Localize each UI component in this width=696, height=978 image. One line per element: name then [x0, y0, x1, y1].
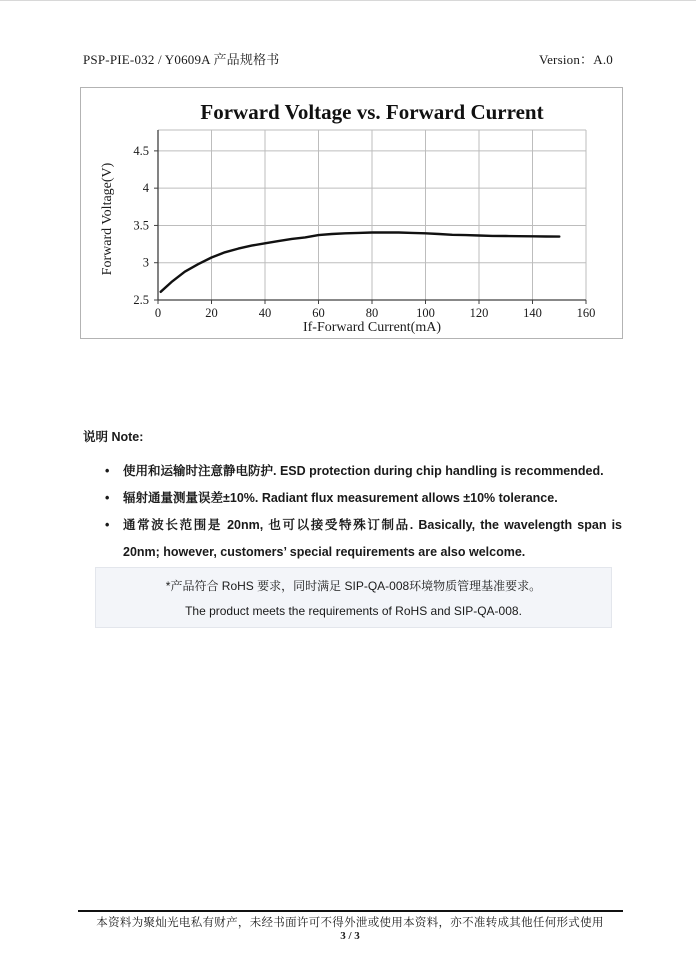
chart-x-axis-label: If-Forward Current(mA) [302, 320, 442, 335]
x-tick-label: 120 [469, 306, 489, 320]
x-tick-label: 40 [258, 306, 272, 320]
note-item [83, 485, 622, 512]
page-header [83, 49, 613, 67]
note-item-text: 使用和运输时注意静电防护. ESD protection during chip handling is recommended. [123, 464, 604, 478]
document-code: PSP-PIE-032 / Y0609A 产品规格书 [83, 52, 280, 67]
bullet-icon [105, 485, 109, 512]
notes-heading: 说明 Note: [83, 430, 144, 444]
x-tick-label: 20 [205, 306, 218, 320]
footer-confidentiality-text: 本资料为聚灿光电私有财产，未经书面许可不得外泄或使用本资料，亦不准转成其他任何形式使用 [96, 917, 604, 929]
rohs-statement-en: The product meets the requirements of RoHS and SIP-QA-008. [185, 603, 522, 618]
notes-list [83, 458, 622, 566]
note-item-text: 辐射通量测量误差±10%. Radiant flux measurement allows ±10% tolerance. [123, 491, 558, 505]
chart-gridlines [158, 130, 586, 300]
x-tick-label: 80 [365, 306, 379, 320]
rohs-statement-cn: *产品符合 RoHS 要求，同时满足 SIP-QA-008环境物质管理基准要求。 [165, 579, 542, 594]
page-number: 3 / 3 [340, 930, 360, 942]
x-tick-label: 140 [523, 306, 542, 320]
note-item [83, 458, 622, 485]
y-tick-label: 2.5 [133, 293, 149, 307]
x-tick-label: 100 [416, 306, 435, 320]
y-tick-label: 4 [142, 181, 149, 196]
note-item [83, 512, 622, 566]
x-tick-label: 160 [576, 306, 596, 320]
chart-svg [81, 88, 622, 338]
chart-y-axis-label: Forward Voltage(V) [100, 162, 115, 276]
y-tick-label: 4.5 [133, 143, 149, 158]
forward-voltage-chart [80, 87, 623, 339]
x-tick-label: 0 [154, 306, 162, 320]
chart-axes [154, 130, 586, 304]
y-tick-label: 3.5 [133, 218, 149, 233]
y-tick-label: 3 [142, 255, 149, 270]
version-label: Version：A.0 [538, 52, 613, 67]
note-item-text: 通常波长范围是 20nm, 也可以接受特殊订制品. Basically, the wavelength span is 20nm; however, customers’ special requirements are also welcome. [123, 518, 622, 559]
notes-section [83, 428, 622, 566]
bullet-icon [105, 512, 109, 539]
rohs-statement-box [95, 567, 612, 628]
chart-title: Forward Voltage vs. Forward Current [200, 100, 544, 124]
footer-divider [78, 910, 623, 912]
chart-curve [161, 233, 560, 292]
bullet-icon [105, 458, 109, 485]
x-tick-label: 60 [312, 306, 325, 320]
